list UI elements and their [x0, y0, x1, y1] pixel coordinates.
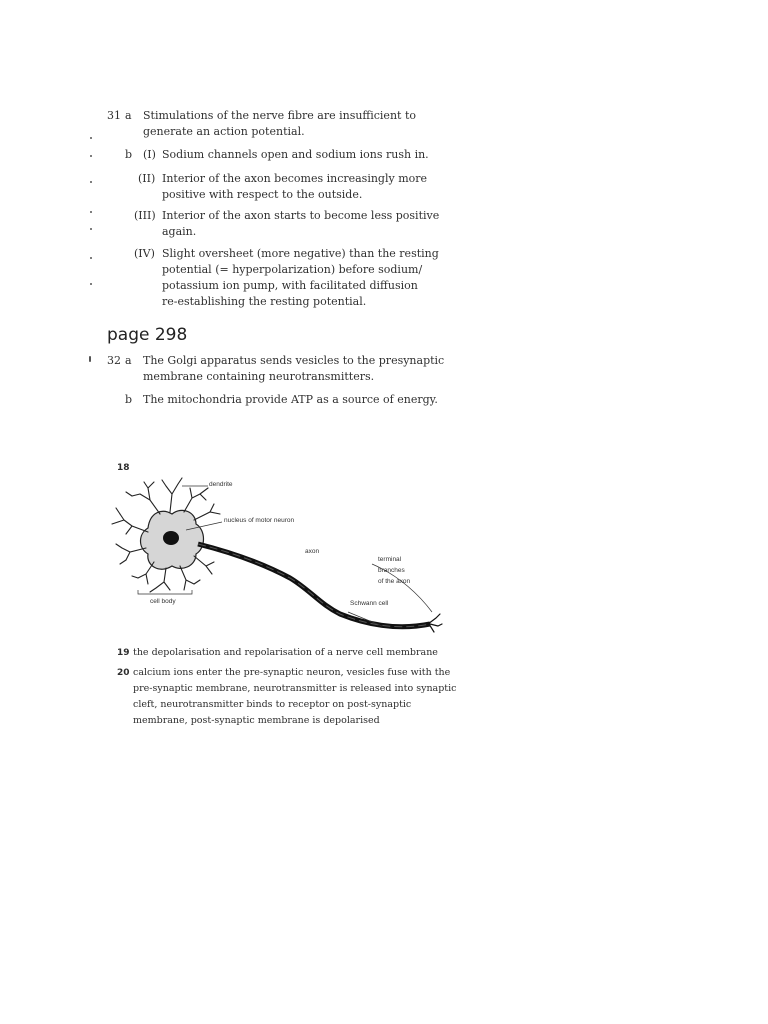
- answer-line: re-establishing the resting potential.: [162, 295, 367, 308]
- sub-label: (II): [138, 172, 156, 185]
- sub-label: (I): [143, 148, 156, 161]
- label-dendrite: dendrite: [209, 481, 233, 488]
- answer-line: pre-synaptic membrane, neurotransmitter is released into synaptic: [133, 683, 457, 694]
- label-schwann-cell: Schwann cell: [350, 600, 389, 607]
- answer-line: Interior of the axon becomes increasingly more: [162, 172, 428, 185]
- answer-line: membrane containing neurotransmitters.: [143, 370, 375, 383]
- sub-label: (IV): [134, 247, 155, 260]
- terminal-branches: [428, 614, 442, 632]
- label-nucleus: nucleus of motor neuron: [224, 517, 295, 524]
- question-number: 32: [107, 354, 121, 367]
- part-label: b: [125, 148, 133, 161]
- part-label: a: [125, 109, 132, 122]
- label-terminal: of the axon: [378, 578, 411, 585]
- answer-line: the depolarisation and repolarisation of a nerve cell membrane: [133, 647, 438, 658]
- question-number: 19: [117, 648, 130, 658]
- answer-line: The Golgi apparatus sends vesicles to the presynaptic: [143, 354, 445, 367]
- answer-line: Stimulations of the nerve fibre are insufficient to: [143, 109, 416, 122]
- answer-line: The mitochondria provide ATP as a source of energy.: [143, 393, 438, 406]
- answer-line: membrane, post-synaptic membrane is depolarised: [133, 715, 380, 726]
- answer-line: again.: [162, 225, 197, 238]
- nucleus-shape: [163, 531, 179, 545]
- question-number: 18: [117, 463, 130, 473]
- sub-label: (III): [134, 209, 156, 222]
- label-cell-body: cell body: [150, 598, 176, 605]
- question-number: 31: [107, 109, 121, 122]
- answer-line: Slight oversheet (more negative) than the resting: [162, 247, 439, 260]
- part-label: b: [125, 393, 133, 406]
- part-label: a: [125, 354, 132, 367]
- page-heading: page 298: [107, 325, 188, 345]
- label-axon: axon: [305, 548, 320, 555]
- answer-line: positive with respect to the outside.: [162, 188, 363, 201]
- answer-line: potential (= hyperpolarization) before sodium/: [162, 263, 423, 276]
- label-terminal: terminal: [378, 556, 402, 563]
- answer-line: calcium ions enter the pre-synaptic neuron, vesicles fuse with the: [133, 667, 451, 678]
- label-terminal: branches: [378, 567, 405, 574]
- answer-line: cleft, neurotransmitter binds to receptor on post-synaptic: [133, 699, 412, 710]
- answer-line: generate an action potential.: [143, 125, 305, 138]
- question-number: 20: [117, 668, 130, 678]
- answer-line: Interior of the axon starts to become less positive: [162, 209, 440, 222]
- answer-line: potassium ion pump, with facilitated diffusion: [162, 279, 418, 292]
- answer-line: Sodium channels open and sodium ions rush in.: [162, 148, 429, 161]
